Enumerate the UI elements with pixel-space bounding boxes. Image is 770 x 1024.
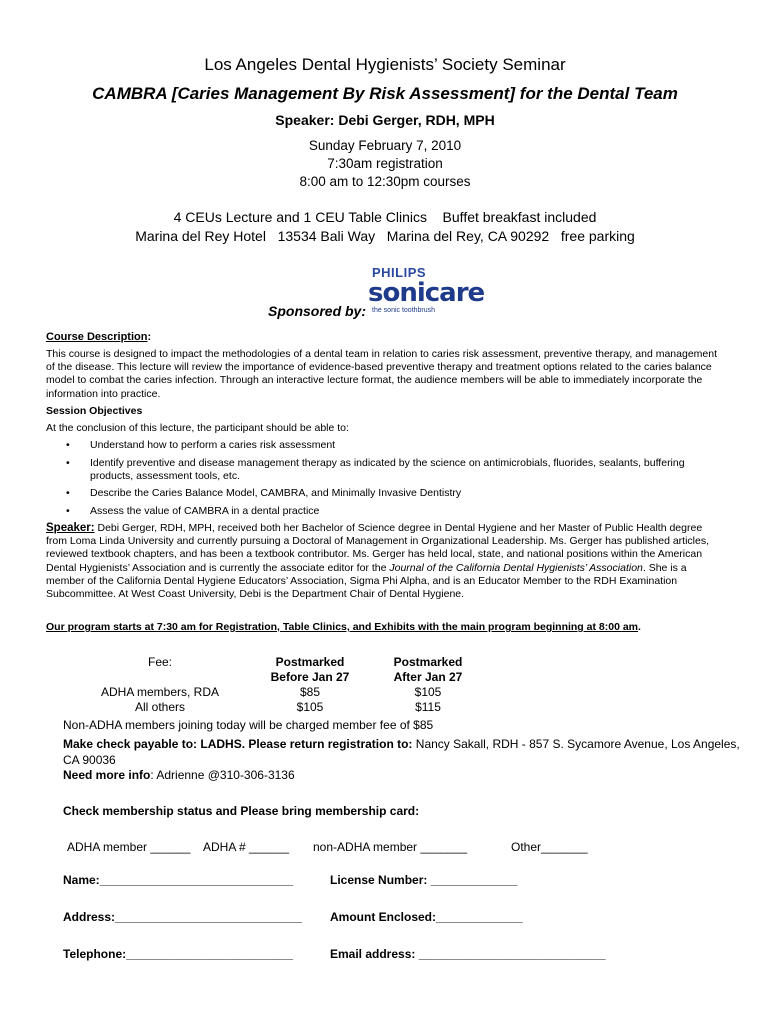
- objective-item: Assess the value of CAMBRA in a dental practice: [90, 505, 320, 517]
- speaker-line: Speaker: Debi Gerger, RDH, MPH: [275, 112, 495, 128]
- fee-category: All others: [134, 700, 186, 714]
- logo-tagline: the sonic toothbrush: [372, 307, 436, 314]
- fee-column-before: Postmarked Before Jan 27: [270, 655, 350, 684]
- seminar-title: Los Angeles Dental Hygienists’ Society Seminar: [204, 55, 566, 74]
- objective-item: Identify preventive and disease management therapy as indicated by the science on antimicrobials, fluorides, sealants, buffering products, assessment tools, etc.: [90, 457, 685, 482]
- adha-member-field[interactable]: ADHA member ______: [67, 840, 191, 854]
- fee-after: $115: [415, 700, 441, 714]
- fee-category: ADHA members, RDA: [100, 685, 220, 699]
- adha-number-field[interactable]: ADHA # ______: [203, 840, 290, 854]
- check-payable-info: Make check payable to: LADHS. Please return registration to: Nancy Sakall, RDH - 857 S. Sycamore Avenue, Los Angeles, CA 90036: [63, 737, 740, 767]
- other-field[interactable]: Other_______: [511, 840, 588, 854]
- course-subtitle: CAMBRA [Caries Management By Risk Assessment] for the Dental Team: [92, 84, 678, 103]
- objective-item: Understand how to perform a caries risk assessment: [90, 439, 336, 451]
- more-info: Need more info: Adrienne @310-306-3136: [63, 768, 295, 782]
- bullet-icon: •: [66, 457, 70, 469]
- bullet-icon: •: [66, 439, 70, 451]
- fee-before: $105: [296, 700, 324, 714]
- location-info: Marina del Rey Hotel 13534 Bali Way Marina del Rey, CA 90292 free parking: [135, 228, 635, 244]
- amount-enclosed-field[interactable]: Amount Enclosed:_____________: [330, 910, 523, 924]
- course-time: 8:00 am to 12:30pm courses: [299, 174, 471, 189]
- non-adha-note: Non-ADHA members joining today will be charged member fee of $85: [63, 718, 434, 732]
- program-note: Our program starts at 7:30 am for Registration, Table Clinics, and Exhibits with the main program beginning at 8:00 am.: [46, 621, 641, 633]
- bullet-icon: •: [66, 505, 70, 517]
- membership-heading: Check membership status and Please bring membership card:: [63, 804, 420, 818]
- course-description: This course is designed to impact the methodologies of a dental team in relation to caries risk assessment, preventive therapy, and management of the disease. This lecture will review the importance of evidence-based preventive therapy and treatment options related to the caries balance model to combat the caries infection. Through an interactive lecture format, the audience members will be able to immediately incorporate the information into practice.: [46, 348, 717, 400]
- registration-time: 7:30am registration: [327, 156, 443, 171]
- sponsored-by-label: Sponsored by:: [268, 303, 367, 319]
- course-description-heading: Course Description:: [46, 331, 152, 343]
- email-field[interactable]: Email address: ____________________________: [330, 947, 606, 961]
- fee-before: $85: [299, 685, 321, 699]
- fee-column-after: Postmarked After Jan 27: [393, 655, 463, 684]
- objectives-heading: Session Objectives: [46, 405, 143, 417]
- ceu-info: 4 CEUs Lecture and 1 CEU Table Clinics Buffet breakfast included: [173, 209, 597, 225]
- event-date: Sunday February 7, 2010: [308, 138, 462, 153]
- non-adha-member-field[interactable]: non-ADHA member _______: [313, 840, 468, 854]
- objectives-intro: At the conclusion of this lecture, the participant should be able to:: [46, 422, 349, 434]
- name-field[interactable]: Name:_____________________________: [63, 873, 294, 887]
- speaker-bio: Speaker: Debi Gerger, RDH, MPH, received both her Bachelor of Science degree in Dental Hygiene and her Master of Public Health degree from Loma Linda University and currently pursuing a Doctoral of Management in Organizational Leadership. Ms. Gerger has published articles, reviewed textbook chapters, and has been a textbook contributor. Ms. Gerger has held local, state, and national positions within the American Dental Hygienists’ Association and is currently the associate editor for the Journal of the California Dental Hygienists’ Association. She is a member of the California Dental Hygiene Educators’ Association, Sigma Phi Alpha, and is an Educator Member to the RDH Examination Subcommittee. At West Coast University, Debi is the Department Chair of Dental Hygiene.: [46, 522, 710, 601]
- objective-item: Describe the Caries Balance Model, CAMBRA, and Minimally Invasive Dentistry: [90, 487, 462, 499]
- address-field[interactable]: Address:____________________________: [63, 910, 302, 924]
- telephone-field[interactable]: Telephone:_________________________: [63, 947, 293, 961]
- sonicare-logo: [368, 265, 493, 317]
- philips-wordmark: PHILIPS: [372, 265, 427, 280]
- license-number-field[interactable]: License Number: _____________: [330, 873, 518, 887]
- bullet-icon: •: [66, 487, 70, 499]
- fee-after: $105: [414, 685, 442, 699]
- sonicare-wordmark: sonicare: [368, 278, 485, 308]
- fee-label: Fee:: [147, 655, 172, 669]
